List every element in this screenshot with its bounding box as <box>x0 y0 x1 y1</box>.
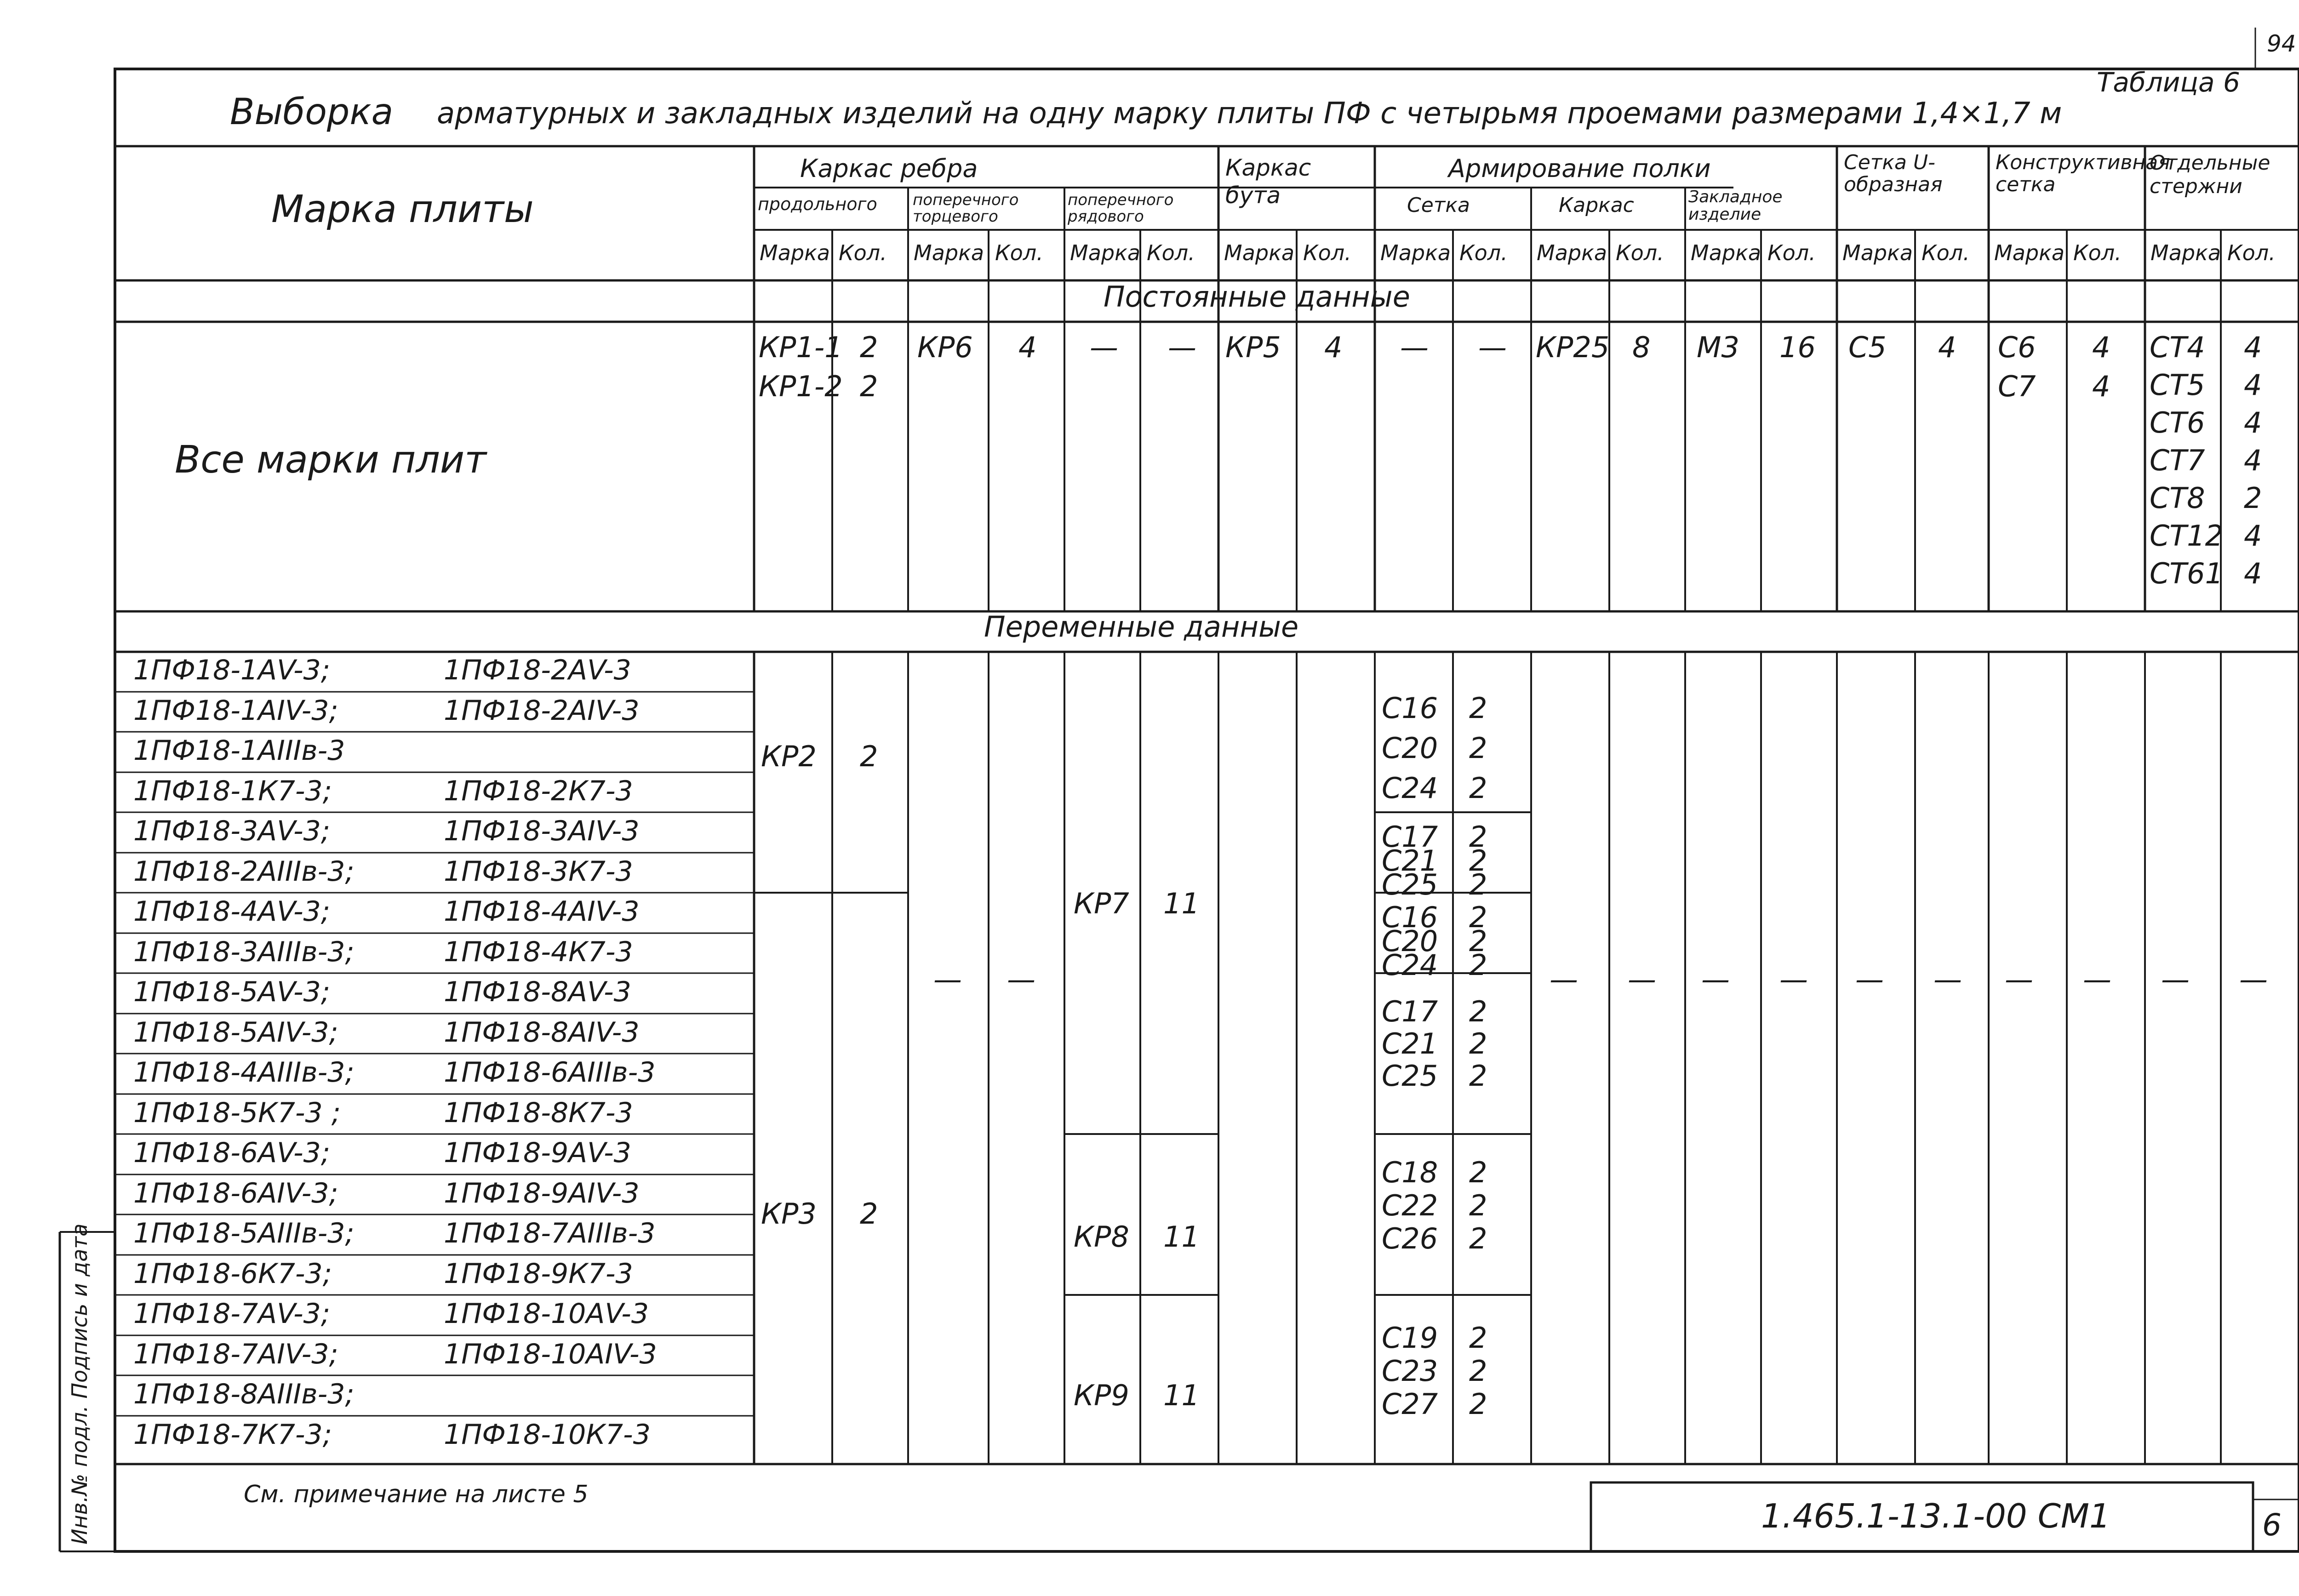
row-marka-1: 1ПФ18-7АIV-3; <box>133 1338 338 1370</box>
row-marka-1: 1ПФ18-3АIIIв-3; <box>133 935 355 968</box>
page-number: 94 <box>2267 30 2296 57</box>
cell-kol: 2 <box>1469 1387 1487 1421</box>
header-karkas: Каркас <box>1559 194 1634 217</box>
subheader-marka: Марка <box>1224 240 1295 265</box>
cell-marka: С6 <box>1998 331 2036 364</box>
cell-marka: С17 <box>1382 995 1438 1028</box>
row-marka-1: 1ПФ18-6К7-3; <box>133 1257 332 1290</box>
cell-marka: КР5 <box>1225 331 1281 364</box>
cell-dash: — <box>933 963 962 996</box>
header-karkas-rebra: Каркас ребра <box>800 154 978 183</box>
cell-marka: С24 <box>1382 948 1438 982</box>
subheader-marka: Марка <box>1691 240 1761 265</box>
row-marka-2: 1ПФ18-9К7-3 <box>444 1257 633 1290</box>
row-marka-1: 1ПФ18-8АIIIв-3; <box>133 1378 355 1410</box>
header-setka-u: Сетка U-образная <box>1844 151 1943 197</box>
cell-dash: — <box>1628 963 1656 996</box>
cell-kol: 11 <box>1163 887 1200 920</box>
cell-kol: 4 <box>2244 444 2262 477</box>
row-marka-1: 1ПФ18-5АIV-3; <box>133 1016 338 1049</box>
row-marka-1: 1ПФ18-4АIIIв-3; <box>133 1056 355 1089</box>
subheader-kol: Кол. <box>1767 240 1816 265</box>
cell-kol: 4 <box>2244 406 2262 439</box>
header-zakladnoe-izdelie: Закладное изделие <box>1688 188 1783 224</box>
cell-marka: — <box>1090 331 1118 364</box>
cell-kol: 2 <box>860 331 878 364</box>
row-marka-1: 1ПФ18-7К7-3; <box>133 1418 332 1451</box>
cell-marka: С20 <box>1382 924 1438 958</box>
cell-marka: С22 <box>1382 1189 1438 1222</box>
row-marka-2: 1ПФ18-2АV-3 <box>444 654 631 686</box>
row-marka-1: 1ПФ18-1К7-3; <box>133 775 332 807</box>
cell-kol: 2 <box>860 370 878 403</box>
cell-marka: КР7 <box>1074 887 1129 920</box>
cell-kol: 4 <box>2092 370 2110 403</box>
header-poperechnogo-ryadovogo: поперечного рядового <box>1068 191 1174 226</box>
row-marka-2: 1ПФ18-4К7-3 <box>444 935 633 968</box>
header-prodolnogo: продольного <box>758 194 877 214</box>
cell-marka: СТ61 <box>2150 557 2224 590</box>
cell-marka: КР1-1 <box>759 331 843 364</box>
cell-dash: — <box>1007 963 1035 996</box>
constant-row-label: Все марки плит <box>175 438 486 482</box>
cell-dash: — <box>1779 963 1808 996</box>
cell-marka: С19 <box>1382 1321 1438 1355</box>
cell-kol: 4 <box>1938 331 1956 364</box>
cell-kol: 4 <box>2244 557 2262 590</box>
cell-dash: — <box>1701 963 1730 996</box>
subheader-kol: Кол. <box>2073 240 2122 265</box>
table-label: Таблица 6 <box>2097 67 2240 98</box>
cell-marka: СТ4 <box>2150 331 2205 364</box>
cell-marka: С5 <box>1848 331 1887 364</box>
cell-kol: 8 <box>1632 331 1651 364</box>
cell-kol: 2 <box>1469 995 1487 1028</box>
cell-kol: 2 <box>1469 844 1487 878</box>
cell-marka: С26 <box>1382 1222 1438 1255</box>
row-marka-2: 1ПФ18-3К7-3 <box>444 855 633 888</box>
cell-kol: 2 <box>1469 924 1487 958</box>
cell-marka: КР2 <box>761 740 817 773</box>
cell-kol: 2 <box>1469 771 1487 805</box>
row-marka-1: 1ПФ18-5АIIIв-3; <box>133 1217 355 1249</box>
footer-sheet: 6 <box>2262 1507 2282 1543</box>
row-marka-1: 1ПФ18-6АIV-3; <box>133 1177 338 1209</box>
cell-kol: — <box>1168 331 1196 364</box>
cell-marka: СТ6 <box>2150 406 2205 439</box>
row-marka-2: 1ПФ18-9АIV-3 <box>444 1177 640 1209</box>
subheader-marka: Марка <box>760 240 830 265</box>
cell-marka: С25 <box>1382 1059 1438 1093</box>
cell-marka: СТ12 <box>2150 519 2224 553</box>
row-marka-1: 1ПФ18-2АIIIв-3; <box>133 855 355 888</box>
cell-marka: — <box>1400 331 1429 364</box>
cell-kol: — <box>1478 331 1507 364</box>
subheader-marka: Марка <box>1994 240 2065 265</box>
cell-kol: 2 <box>1469 691 1487 725</box>
row-marka-2: 1ПФ18-8К7-3 <box>444 1096 633 1129</box>
header-marka-plity: Марка плиты <box>271 188 534 231</box>
header-karkas-buta: Каркас бута <box>1225 154 1311 209</box>
subheader-kol: Кол. <box>2227 240 2276 265</box>
cell-kol: 2 <box>2244 481 2262 515</box>
cell-marka: С25 <box>1382 868 1438 901</box>
row-marka-1: 1ПФ18-5К7-3 ; <box>133 1096 341 1129</box>
cell-marka: КР8 <box>1074 1220 1129 1254</box>
subheader-kol: Кол. <box>1147 240 1195 265</box>
row-marka-2: 1ПФ18-10АIV-3 <box>444 1338 657 1370</box>
cell-marka: С23 <box>1382 1354 1438 1388</box>
cell-kol: 2 <box>1469 820 1487 854</box>
subheader-marka: Марка <box>1380 240 1451 265</box>
cell-marka: СТ5 <box>2150 368 2205 402</box>
subheader-kol: Кол. <box>995 240 1043 265</box>
row-marka-1: 1ПФ18-1АIV-3; <box>133 694 338 727</box>
cell-dash: — <box>2239 963 2268 996</box>
cell-kol: 11 <box>1163 1379 1200 1412</box>
cell-marka: КР25 <box>1536 331 1610 364</box>
cell-marka: СТ8 <box>2150 481 2205 515</box>
cell-marka: КР3 <box>761 1197 817 1231</box>
header-otdelnye-sterzhni: Отдельные стержни <box>2150 151 2270 198</box>
row-marka-2: 1ПФ18-7АIIIв-3 <box>444 1217 656 1249</box>
cell-kol: 4 <box>2092 331 2110 364</box>
cell-marka: С24 <box>1382 771 1438 805</box>
cell-kol: 2 <box>1469 731 1487 765</box>
cell-kol: 4 <box>2244 519 2262 553</box>
header-konstruktivnaya-setka: Конструктивная сетка <box>1996 151 2170 197</box>
section-constant: Постоянные данные <box>1104 280 1410 314</box>
footer-code: 1.465.1-13.1-00 СМ1 <box>1761 1497 2110 1535</box>
cell-kol: 11 <box>1163 1220 1200 1254</box>
cell-marka: С27 <box>1382 1387 1438 1421</box>
cell-marka: М3 <box>1697 331 1739 364</box>
subheader-kol: Кол. <box>1303 240 1351 265</box>
cell-kol: 2 <box>1469 1059 1487 1093</box>
row-marka-1: 1ПФ18-4АV-3; <box>133 895 331 928</box>
title-left: Выборка <box>230 91 394 133</box>
cell-marka: СТ7 <box>2150 444 2205 477</box>
row-marka-2: 1ПФ18-4АIV-3 <box>444 895 640 928</box>
cell-dash: — <box>1855 963 1884 996</box>
row-marka-2: 1ПФ18-8АV-3 <box>444 976 631 1008</box>
subheader-marka: Марка <box>1537 240 1607 265</box>
row-marka-2: 1ПФ18-3АIV-3 <box>444 815 640 847</box>
cell-marka: КР9 <box>1074 1379 1129 1412</box>
cell-kol: 2 <box>1469 1354 1487 1388</box>
cell-dash: — <box>2161 963 2190 996</box>
subheader-kol: Кол. <box>1459 240 1508 265</box>
cell-marka: С20 <box>1382 731 1438 765</box>
row-marka-1: 1ПФ18-7АV-3; <box>133 1298 331 1330</box>
cell-kol: 4 <box>2244 368 2262 402</box>
row-marka-1: 1ПФ18-1АV-3; <box>133 654 331 686</box>
cell-kol: 2 <box>1469 901 1487 934</box>
cell-marka: С21 <box>1382 1027 1438 1060</box>
row-marka-1: 1ПФ18-6АV-3; <box>133 1137 331 1169</box>
row-marka-1: 1ПФ18-3АV-3; <box>133 815 331 847</box>
header-armirovanie-polki: Армирование полки <box>1448 154 1711 183</box>
subheader-marka: Марка <box>1070 240 1141 265</box>
row-marka-1: 1ПФ18-5АV-3; <box>133 976 331 1008</box>
footer-note: См. примечание на листе 5 <box>244 1481 589 1508</box>
header-poperechnogo-tortsevogo: поперечного торцевого <box>913 191 1019 226</box>
subheader-marka: Марка <box>914 240 984 265</box>
cell-marka: С18 <box>1382 1156 1438 1189</box>
cell-marka: С7 <box>1998 370 2036 403</box>
row-marka-2: 1ПФ18-8АIV-3 <box>444 1016 640 1049</box>
cell-kol: 2 <box>1469 1189 1487 1222</box>
cell-dash: — <box>2005 963 2033 996</box>
title-main: арматурных и закладных изделий на одну марку плиты ПФ с четырьмя проемами размерами 1,4×1,7 м <box>437 97 2062 131</box>
subheader-marka: Марка <box>1842 240 1913 265</box>
cell-kol: 2 <box>860 740 878 773</box>
cell-dash: — <box>1550 963 1578 996</box>
cell-kol: 2 <box>1469 948 1487 982</box>
cell-marka: С16 <box>1382 901 1438 934</box>
cell-dash: — <box>1933 963 1962 996</box>
cell-dash: — <box>2083 963 2111 996</box>
section-variable: Переменные данные <box>984 610 1299 644</box>
cell-kol: 4 <box>1324 331 1343 364</box>
cell-marka: С21 <box>1382 844 1438 878</box>
cell-kol: 2 <box>1469 868 1487 901</box>
row-marka-2: 1ПФ18-10АV-3 <box>444 1298 649 1330</box>
cell-kol: 4 <box>1018 331 1037 364</box>
cell-marka: КР1-2 <box>759 370 843 403</box>
cell-kol: 2 <box>860 1197 878 1231</box>
cell-kol: 2 <box>1469 1222 1487 1255</box>
subheader-marka: Марка <box>2150 240 2221 265</box>
row-marka-2: 1ПФ18-9АV-3 <box>444 1137 631 1169</box>
row-marka-2: 1ПФ18-6АIIIв-3 <box>444 1056 656 1089</box>
cell-kol: 2 <box>1469 1156 1487 1189</box>
cell-kol: 16 <box>1779 331 1816 364</box>
cell-kol: 4 <box>2244 331 2262 364</box>
row-marka-1: 1ПФ18-1АIIIв-3 <box>133 735 345 767</box>
header-setka: Сетка <box>1407 194 1470 217</box>
cell-kol: 2 <box>1469 1321 1487 1355</box>
row-marka-2: 1ПФ18-10К7-3 <box>444 1418 651 1451</box>
cell-marka: С16 <box>1382 691 1438 725</box>
cell-marka: КР6 <box>917 331 973 364</box>
subheader-kol: Кол. <box>1922 240 1970 265</box>
subheader-kol: Кол. <box>839 240 887 265</box>
row-marka-2: 1ПФ18-2К7-3 <box>444 775 633 807</box>
cell-kol: 2 <box>1469 1027 1487 1060</box>
stamp-vertical: Инв.№ подл. Подпись и дата <box>67 1223 92 1545</box>
subheader-kol: Кол. <box>1616 240 1664 265</box>
cell-marka: С17 <box>1382 820 1438 854</box>
row-marka-2: 1ПФ18-2АIV-3 <box>444 694 640 727</box>
